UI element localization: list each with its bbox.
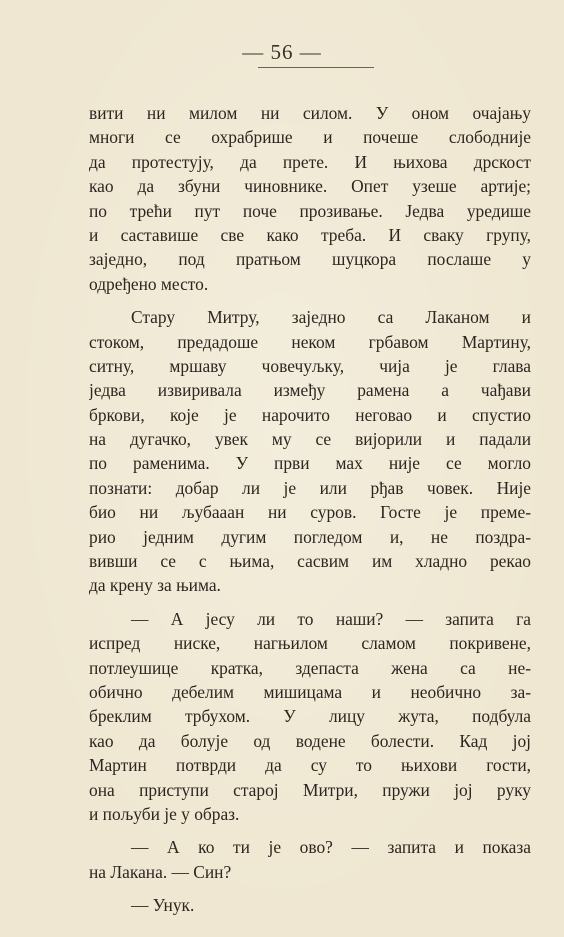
text-line: познати: добар ли је или рђав човек. Није (89, 477, 531, 498)
paragraph-gap (89, 884, 531, 893)
text-line: — Унук. (131, 895, 195, 916)
header-rule (258, 67, 374, 68)
text-line: на Лакана. — Син? (89, 861, 232, 882)
text-line: по трећи пут поче прозивање. Једва уредише (89, 200, 531, 221)
page-number: — 56 — (242, 40, 322, 64)
text-line: она приступи старој Митри, пружи јој руку (89, 779, 531, 800)
text-line: да крену за њима. (89, 575, 221, 596)
text-line: бреклим трбухом. У лицу жута, подбула (89, 706, 531, 727)
text-line: да протестују, да прете. И њихова дрскост (89, 151, 531, 172)
text-line: многи се охрабрише и почеше слободније (89, 127, 531, 148)
text-line: као да болује од водене болести. Кад јој (89, 730, 531, 751)
text-line: ситну, мршаву човечуљку, чија је глава (89, 355, 531, 376)
text-line: — А јесу ли то наши? — запита га (131, 608, 531, 629)
text-line: бркови, које је нарочито неговао и спустио (89, 404, 531, 425)
text-line: Стару Митру, заједно са Лаканом и (131, 307, 531, 328)
text-line: вивши се с њима, сасвим им хладно рекао (89, 551, 531, 572)
text-line: обично дебелим мишицама и необично за- (89, 681, 531, 702)
text-line: као да збуни чиновнике. Опет узеше артије; (89, 176, 531, 197)
text-line: заједно, под пратњом шуцкора послаше у (89, 249, 531, 270)
text-line: Мартин потврди да су то њихови гости, (89, 755, 531, 776)
paragraph-gap (89, 826, 531, 835)
text-line: испред ниске, нагњилом сламом покривене, (89, 633, 531, 654)
text-line: — А ко ти је ово? — запита и показа (131, 837, 531, 858)
text-line: и пољуби је у образ. (89, 803, 240, 824)
text-line: стоком, предадоше неком грбавом Мартину, (89, 331, 531, 352)
text-line: вити ни милом ни силом. У оном очајању (89, 103, 531, 123)
body-text (89, 101, 531, 918)
paragraph-gap (89, 598, 531, 607)
paragraph-gap (89, 296, 531, 305)
text-line: био ни љубааан ни суров. Госте је преме- (89, 502, 531, 523)
text-line: по раменима. У први мах није се могло (89, 453, 531, 474)
text-line: и саставише све како треба. И сваку групу, (89, 224, 531, 245)
text-line: једва извиривала између рамена а чађави (89, 380, 531, 401)
text-line: на дугачко, увек му се вијорили и падали (89, 429, 531, 450)
text-line: потлеушице кратка, здепаста жена са не- (89, 657, 531, 678)
text-line: одређено место. (89, 273, 209, 294)
text-line: рио једним дугим погледом и, не поздра- (89, 526, 531, 547)
